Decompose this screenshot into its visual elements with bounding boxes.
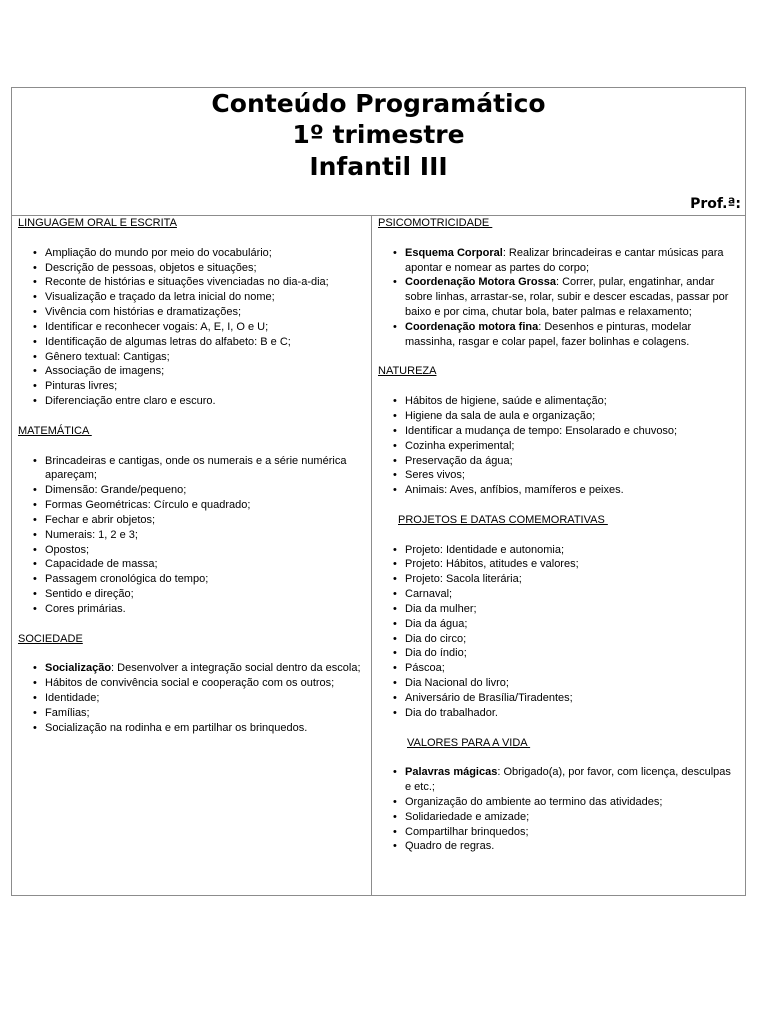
- list-item: • Ampliação do mundo por meio do vocabulário;: [18, 246, 366, 261]
- list-item: • Identificar e reconhecer vogais: A, E, I, O e U;: [18, 320, 366, 335]
- list-item: • Solidariedade e amizade;: [378, 810, 740, 825]
- list-item: • Famílias;: [18, 706, 366, 721]
- list-item: • Hábitos de convivência social e cooperação com os outros;: [18, 676, 366, 691]
- list-sociedade-rest: [18, 676, 366, 735]
- section-title-sociedade: SOCIEDADE: [18, 632, 83, 645]
- list-item: • Animais: Aves, anfíbios, mamíferos e peixes.: [378, 483, 740, 498]
- list-item: • Opostos;: [18, 543, 366, 558]
- teacher-label: Prof.ª:: [690, 196, 741, 212]
- list-item: • Visualização e traçado da letra inicial do nome;: [18, 290, 366, 305]
- section-title-matematica: MATEMÁTICA: [18, 424, 92, 437]
- list-item: • Socialização na rodinha e em partilhar os brinquedos.: [18, 721, 366, 736]
- list-item: • Formas Geométricas: Círculo e quadrado;: [18, 498, 366, 513]
- item-term: Coordenação motora fina: [405, 320, 539, 333]
- list-item: • Dia do circo;: [378, 632, 740, 647]
- item-term: Socialização: [45, 662, 112, 675]
- item-description: : Correr, pular, engatinhar, andar sobre linhas, arrastar-se, rolar, subir e descer escadas, passar por baixo e por cima, chutar bola, bater palmas e relaxamento;: [405, 276, 729, 319]
- item-term: Palavras mágicas: [405, 766, 498, 779]
- list-item: • Pinturas livres;: [18, 379, 366, 394]
- list-item: • Descrição de pessoas, objetos e situações;: [18, 261, 366, 276]
- list-item: • Seres vivos;: [378, 468, 740, 483]
- list-item: • Cores primárias.: [18, 602, 366, 617]
- item-description: : Obrigado(a), por favor, com licença, desculpas e etc.;: [405, 766, 731, 794]
- list-item: • Gênero textual: Cantigas;: [18, 350, 366, 365]
- list-item: [378, 765, 740, 795]
- list-item: • Identidade;: [18, 691, 366, 706]
- item-term: Esquema Corporal: [405, 246, 503, 259]
- list-sociedade: [18, 661, 366, 676]
- section-title-psicomotricidade: PSICOMOTRICIDADE: [378, 217, 493, 229]
- list-item: • Aniversário de Brasília/Tiradentes;: [378, 691, 740, 706]
- content-table: [11, 87, 746, 896]
- list-item: • Compartilhar brinquedos;: [378, 825, 740, 840]
- list-item: • Passagem cronológica do tempo;: [18, 572, 366, 587]
- item-description: : Desenhos e pinturas, modelar massinha, rasgar e colar papel, fazer bolinhas e colagens.: [405, 320, 692, 348]
- list-item: • Brincadeiras e cantigas, onde os numerais e a série numérica apareçam;: [18, 454, 366, 484]
- list-item: • Dia da água;: [378, 617, 740, 632]
- list-natureza: [378, 394, 740, 498]
- left-column: [18, 216, 366, 736]
- section-title-valores: VALORES PARA A VIDA: [407, 736, 531, 749]
- list-linguagem: [18, 246, 366, 409]
- list-item: • Higiene da sala de aula e organização;: [378, 409, 740, 424]
- item-description: : Realizar brincadeiras e cantar músicas para apontar e nomear as partes do corpo;: [405, 246, 724, 274]
- item-description: : Desenvolver a integração social dentro da escola;: [111, 662, 361, 675]
- document-header: [12, 88, 745, 216]
- list-item: • Reconte de histórias e situações vivenciadas no dia-a-dia;: [18, 275, 366, 290]
- section-title-natureza: NATUREZA: [378, 365, 437, 378]
- list-item: • Diferenciação entre claro e escuro.: [18, 394, 366, 409]
- list-item: • Capacidade de massa;: [18, 557, 366, 572]
- list-item: • Organização do ambiente ao termino das atividades;: [378, 795, 740, 810]
- list-item: • Dia do trabalhador.: [378, 706, 740, 721]
- list-item: • Hábitos de higiene, saúde e alimentação;: [378, 394, 740, 409]
- list-item: [18, 661, 366, 676]
- column-divider: [371, 215, 372, 895]
- list-item: [378, 275, 740, 320]
- section-title-linguagem: LINGUAGEM ORAL E ESCRITA: [18, 217, 177, 229]
- list-item: • Projeto: Identidade e autonomia;: [378, 543, 740, 558]
- list-matematica: [18, 454, 366, 617]
- item-term: Coordenação Motora Grossa: [405, 276, 556, 289]
- trimester-subtitle: 1º trimestre: [292, 120, 465, 149]
- list-projetos: [378, 543, 740, 721]
- list-item: • Sentido e direção;: [18, 587, 366, 602]
- list-item: [378, 246, 740, 276]
- list-item: • Fechar e abrir objetos;: [18, 513, 366, 528]
- list-item: • Projeto: Hábitos, atitudes e valores;: [378, 557, 740, 572]
- list-item: • Identificar a mudança de tempo: Ensolarado e chuvoso;: [378, 424, 740, 439]
- list-item: • Dia Nacional do livro;: [378, 676, 740, 691]
- list-item: • Dimensão: Grande/pequeno;: [18, 483, 366, 498]
- section-title-projetos: PROJETOS E DATAS COMEMORATIVAS: [398, 513, 608, 526]
- list-item: • Vivência com histórias e dramatizações;: [18, 305, 366, 320]
- document-title: Conteúdo Programático: [211, 89, 546, 118]
- list-valores: [378, 765, 740, 795]
- list-item: • Dia da mulher;: [378, 602, 740, 617]
- list-item: • Preservação da água;: [378, 454, 740, 469]
- list-item: • Quadro de regras.: [378, 839, 740, 854]
- list-item: • Numerais: 1, 2 e 3;: [18, 528, 366, 543]
- list-item: • Páscoa;: [378, 661, 740, 676]
- class-subtitle: Infantil III: [309, 152, 448, 181]
- list-psicomotricidade: [378, 246, 740, 350]
- list-item: • Carnaval;: [378, 587, 740, 602]
- list-valores-rest: [378, 795, 740, 854]
- list-item: • Identificação de algumas letras do alfabeto: B e C;: [18, 335, 366, 350]
- list-item: • Cozinha experimental;: [378, 439, 740, 454]
- list-item: • Associação de imagens;: [18, 364, 366, 379]
- list-item: [378, 320, 740, 350]
- list-item: • Dia do índio;: [378, 646, 740, 661]
- right-column: [378, 216, 740, 854]
- list-item: • Projeto: Sacola literária;: [378, 572, 740, 587]
